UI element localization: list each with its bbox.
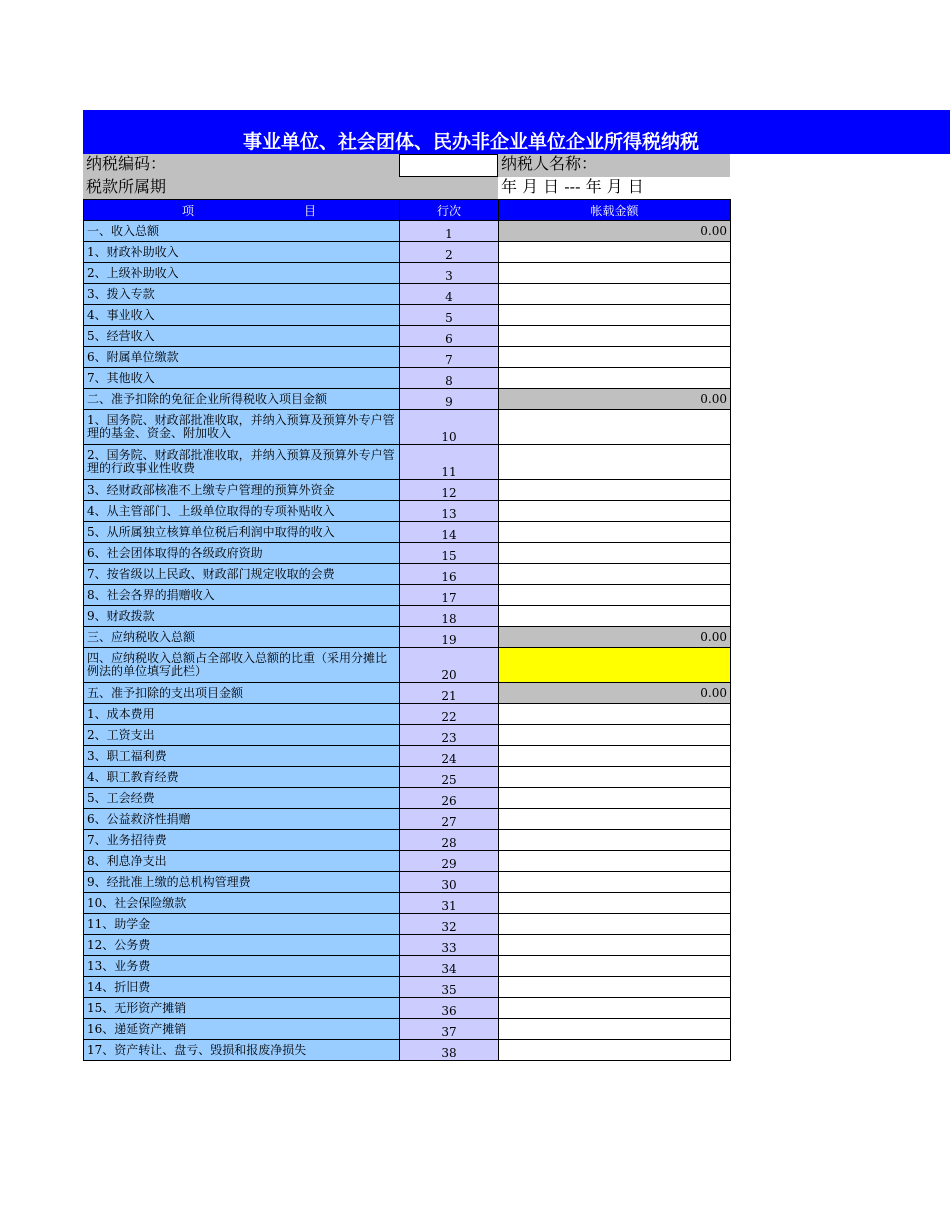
table-header-row bbox=[84, 200, 731, 221]
table-row bbox=[84, 501, 731, 522]
row-amount-cell[interactable] bbox=[499, 977, 731, 998]
row-amount-cell[interactable] bbox=[499, 809, 731, 830]
row-amount-cell[interactable] bbox=[499, 935, 731, 956]
row-amount-cell[interactable]: 0.00 bbox=[499, 683, 731, 704]
table-row bbox=[84, 977, 731, 998]
table-row bbox=[84, 998, 731, 1019]
row-amount-cell[interactable] bbox=[499, 564, 731, 585]
table-row bbox=[84, 221, 731, 242]
table-row bbox=[84, 935, 731, 956]
row-line-no: 2 bbox=[400, 242, 499, 263]
table-row bbox=[84, 543, 731, 564]
table-row bbox=[84, 585, 731, 606]
table-row bbox=[84, 389, 731, 410]
row-line-no: 35 bbox=[400, 977, 499, 998]
table-row bbox=[84, 683, 731, 704]
table-row bbox=[84, 606, 731, 627]
row-line-no: 26 bbox=[400, 788, 499, 809]
row-item-label: 6、社会团体取得的各级政府资助 bbox=[84, 543, 400, 564]
row-amount-cell[interactable] bbox=[499, 368, 731, 389]
row-item-label: 2、工资支出 bbox=[84, 725, 400, 746]
header-item bbox=[84, 200, 400, 221]
row-line-no: 10 bbox=[400, 410, 499, 445]
row-amount-cell[interactable] bbox=[499, 606, 731, 627]
row-item-label: 4、从主管部门、上级单位取得的专项补贴收入 bbox=[84, 501, 400, 522]
table-row bbox=[84, 480, 731, 501]
tax-table bbox=[83, 199, 731, 1061]
row-item-label: 16、递延资产摊销 bbox=[84, 1019, 400, 1040]
row-item-label: 13、业务费 bbox=[84, 956, 400, 977]
row-amount-cell[interactable] bbox=[499, 725, 731, 746]
row-item-label: 4、职工教育经费 bbox=[84, 767, 400, 788]
table-row bbox=[84, 767, 731, 788]
table-row bbox=[84, 1019, 731, 1040]
table-row bbox=[84, 830, 731, 851]
row-item-label: 7、业务招待费 bbox=[84, 830, 400, 851]
row-item-label: 3、拨入专款 bbox=[84, 284, 400, 305]
row-item-label: 1、财政补助收入 bbox=[84, 242, 400, 263]
row-item-label: 5、经营收入 bbox=[84, 326, 400, 347]
table-row bbox=[84, 1040, 731, 1061]
row-line-no: 31 bbox=[400, 893, 499, 914]
row-amount-cell[interactable] bbox=[499, 305, 731, 326]
row-amount-cell[interactable] bbox=[499, 704, 731, 725]
row-item-label: 7、其他收入 bbox=[84, 368, 400, 389]
row-line-no: 3 bbox=[400, 263, 499, 284]
taxpayer-info bbox=[83, 154, 730, 199]
row-line-no: 17 bbox=[400, 585, 499, 606]
row-line-no: 6 bbox=[400, 326, 499, 347]
header-item-right: 目 bbox=[303, 203, 316, 218]
row-line-no: 4 bbox=[400, 284, 499, 305]
row-line-no: 30 bbox=[400, 872, 499, 893]
row-line-no: 9 bbox=[400, 389, 499, 410]
table-row bbox=[84, 627, 731, 648]
row-amount-cell[interactable] bbox=[499, 263, 731, 284]
row-item-label: 二、准予扣除的免征企业所得税收入项目金额 bbox=[84, 389, 400, 410]
table-row bbox=[84, 648, 731, 683]
table-row bbox=[84, 305, 731, 326]
table-row bbox=[84, 746, 731, 767]
tax-code-label: 纳税编码： bbox=[83, 154, 399, 177]
table-row bbox=[84, 914, 731, 935]
row-amount-cell[interactable] bbox=[499, 914, 731, 935]
row-item-label: 17、资产转让、盘亏、毁损和报废净损失 bbox=[84, 1040, 400, 1061]
row-line-no: 37 bbox=[400, 1019, 499, 1040]
table-row bbox=[84, 725, 731, 746]
row-item-label: 7、按省级以上民政、财政部门规定收取的会费 bbox=[84, 564, 400, 585]
row-item-label: 5、工会经费 bbox=[84, 788, 400, 809]
row-item-label: 4、事业收入 bbox=[84, 305, 400, 326]
row-amount-cell[interactable] bbox=[499, 830, 731, 851]
table-row bbox=[84, 788, 731, 809]
row-item-label: 9、经批准上缴的总机构管理费 bbox=[84, 872, 400, 893]
table-row bbox=[84, 704, 731, 725]
form-title: 事业单位、社会团体、民办非企业单位企业所得税纳税 bbox=[83, 110, 950, 154]
row-amount-cell[interactable] bbox=[499, 522, 731, 543]
row-item-label: 3、职工福利费 bbox=[84, 746, 400, 767]
row-line-no: 24 bbox=[400, 746, 499, 767]
row-amount-cell[interactable] bbox=[499, 998, 731, 1019]
row-amount-cell[interactable] bbox=[499, 788, 731, 809]
row-item-label: 6、附属单位缴款 bbox=[84, 347, 400, 368]
row-item-label: 五、准予扣除的支出项目金额 bbox=[84, 683, 400, 704]
row-item-label: 一、收入总额 bbox=[84, 221, 400, 242]
table-row bbox=[84, 284, 731, 305]
row-item-label: 1、成本费用 bbox=[84, 704, 400, 725]
row-amount-cell[interactable] bbox=[499, 284, 731, 305]
row-item-label: 三、应纳税收入总额 bbox=[84, 627, 400, 648]
table-row bbox=[84, 893, 731, 914]
row-amount-cell[interactable] bbox=[499, 1040, 731, 1061]
row-line-no: 25 bbox=[400, 767, 499, 788]
row-amount-cell[interactable] bbox=[499, 851, 731, 872]
table-row bbox=[84, 851, 731, 872]
row-amount-cell[interactable] bbox=[499, 746, 731, 767]
row-amount-cell[interactable] bbox=[499, 326, 731, 347]
row-line-no: 15 bbox=[400, 543, 499, 564]
row-amount-cell[interactable]: 0.00 bbox=[499, 221, 731, 242]
table-row bbox=[84, 809, 731, 830]
row-item-label: 3、经财政部核准不上缴专户管理的预算外资金 bbox=[84, 480, 400, 501]
table-row bbox=[84, 564, 731, 585]
tax-period-label: 税款所属期 bbox=[83, 177, 498, 199]
header-item-left: 项 bbox=[182, 203, 195, 218]
row-item-label: 8、社会各界的捐赠收入 bbox=[84, 585, 400, 606]
header-amount: 帐载金额 bbox=[499, 200, 731, 221]
table-row bbox=[84, 522, 731, 543]
row-line-no: 5 bbox=[400, 305, 499, 326]
row-item-label: 12、公务费 bbox=[84, 935, 400, 956]
row-item-label: 8、利息净支出 bbox=[84, 851, 400, 872]
row-line-no: 28 bbox=[400, 830, 499, 851]
row-amount-cell[interactable] bbox=[499, 347, 731, 368]
row-item-label: 6、公益救济性捐赠 bbox=[84, 809, 400, 830]
tax-code-input[interactable] bbox=[399, 154, 498, 177]
row-line-no: 8 bbox=[400, 368, 499, 389]
row-amount-cell[interactable] bbox=[499, 585, 731, 606]
row-line-no: 1 bbox=[400, 221, 499, 242]
row-amount-cell[interactable] bbox=[499, 648, 731, 683]
table-row bbox=[84, 872, 731, 893]
row-amount-cell[interactable] bbox=[499, 543, 731, 564]
row-item-label: 15、无形资产摊销 bbox=[84, 998, 400, 1019]
row-line-no: 32 bbox=[400, 914, 499, 935]
table-row bbox=[84, 263, 731, 284]
table-row bbox=[84, 445, 731, 480]
table-row bbox=[84, 326, 731, 347]
row-amount-cell[interactable] bbox=[499, 410, 731, 445]
row-line-no: 19 bbox=[400, 627, 499, 648]
row-item-label: 2、上级补助收入 bbox=[84, 263, 400, 284]
row-item-label: 9、财政拨款 bbox=[84, 606, 400, 627]
row-amount-cell[interactable] bbox=[499, 480, 731, 501]
table-row bbox=[84, 347, 731, 368]
taxpayer-name-label: 纳税人名称： bbox=[498, 154, 730, 177]
row-line-no: 22 bbox=[400, 704, 499, 725]
row-item-label: 14、折旧费 bbox=[84, 977, 400, 998]
row-amount-cell[interactable] bbox=[499, 893, 731, 914]
table-row bbox=[84, 956, 731, 977]
row-line-no: 20 bbox=[400, 648, 499, 683]
tax-period-value[interactable]: 年 月 日 --- 年 月 日 bbox=[498, 177, 730, 199]
row-line-no: 16 bbox=[400, 564, 499, 585]
row-line-no: 7 bbox=[400, 347, 499, 368]
row-line-no: 33 bbox=[400, 935, 499, 956]
header-line-no: 行次 bbox=[400, 200, 499, 221]
row-line-no: 11 bbox=[400, 445, 499, 480]
row-amount-cell[interactable] bbox=[499, 872, 731, 893]
row-amount-cell[interactable] bbox=[499, 242, 731, 263]
table-row bbox=[84, 368, 731, 389]
row-item-label: 10、社会保险缴款 bbox=[84, 893, 400, 914]
row-item-label: 11、助学金 bbox=[84, 914, 400, 935]
row-line-no: 38 bbox=[400, 1040, 499, 1061]
table-row bbox=[84, 242, 731, 263]
row-line-no: 34 bbox=[400, 956, 499, 977]
row-item-label: 四、应纳税收入总额占全部收入总额的比重（采用分摊比例法的单位填写此栏） bbox=[84, 648, 400, 683]
row-amount-cell[interactable]: 0.00 bbox=[499, 389, 731, 410]
row-amount-cell[interactable] bbox=[499, 445, 731, 480]
row-line-no: 12 bbox=[400, 480, 499, 501]
row-item-label: 5、从所属独立核算单位税后利润中取得的收入 bbox=[84, 522, 400, 543]
row-line-no: 18 bbox=[400, 606, 499, 627]
row-amount-cell[interactable]: 0.00 bbox=[499, 627, 731, 648]
row-amount-cell[interactable] bbox=[499, 1019, 731, 1040]
row-line-no: 14 bbox=[400, 522, 499, 543]
row-item-label: 1、国务院、财政部批准收取，并纳入预算及预算外专户管理的基金、资金、附加收入 bbox=[84, 410, 400, 445]
row-amount-cell[interactable] bbox=[499, 956, 731, 977]
row-line-no: 13 bbox=[400, 501, 499, 522]
row-line-no: 29 bbox=[400, 851, 499, 872]
row-amount-cell[interactable] bbox=[499, 767, 731, 788]
row-line-no: 21 bbox=[400, 683, 499, 704]
row-amount-cell[interactable] bbox=[499, 501, 731, 522]
table-row bbox=[84, 410, 731, 445]
row-line-no: 27 bbox=[400, 809, 499, 830]
row-item-label: 2、国务院、财政部批准收取，并纳入预算及预算外专户管理的行政事业性收费 bbox=[84, 445, 400, 480]
row-line-no: 23 bbox=[400, 725, 499, 746]
row-line-no: 36 bbox=[400, 998, 499, 1019]
